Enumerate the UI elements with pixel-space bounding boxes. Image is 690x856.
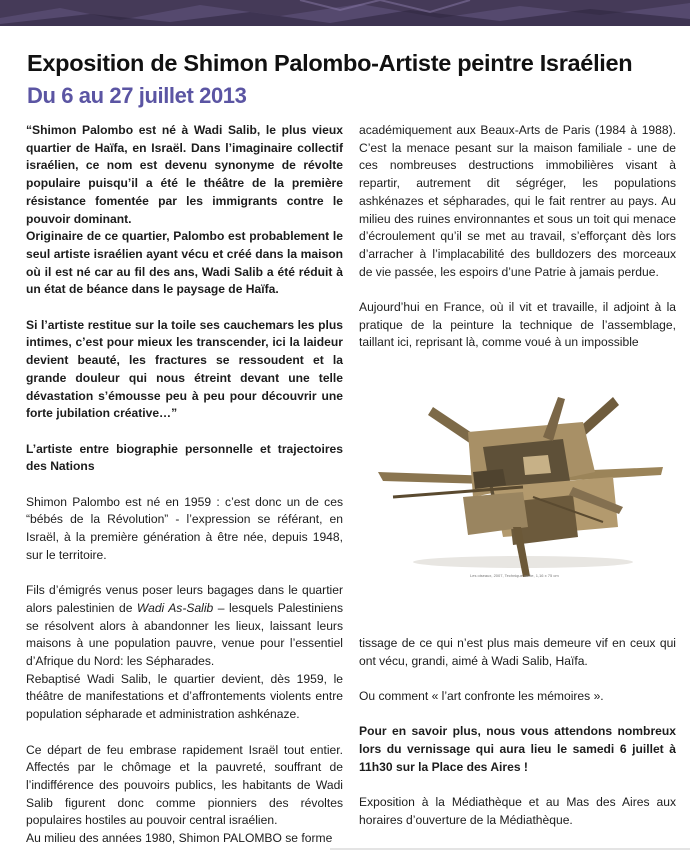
quote-paragraph-2: Originaire de ce quartier, Palombo est probablement le seul artiste israélien ayant vécu et créé dans la maison où il est né car au fil des ans, Wadi Salib a été réduit à un état de béance dans le paysage de Haïfa. [26, 229, 343, 297]
page-title: Exposition de Shimon Palombo-Artiste peintre Israélien [27, 50, 633, 76]
bio-paragraph-4: Ce départ de feu embrase rapidement Israël tout entier. Affectés par le chômage et la pauvreté, souffrant de l’indifférence des pouvoirs publics, les habitants de Wadi Salib figurent donc comme pionniers des révoltes populaires hostiles au pouvoir central israélien. [26, 742, 343, 828]
bio-paragraph-2 [26, 582, 343, 671]
banner-texture [0, 0, 690, 26]
bio-paragraph-3: Rebaptisé Wadi Salib, le quartier devient, dès 1959, le théâtre de manifestations et d’affrontements violents entre population sépharade et administration ashkénaze. [26, 671, 343, 722]
artwork-image [373, 377, 669, 587]
vernissage-invitation: Pour en savoir plus, nous vous attendons nombreux lors du vernissage qui aura lieu le samedi 6 juillet à 11h30 sur la Place des Aires ! [359, 724, 676, 774]
bio-paragraph-2-text-a: Fils d’émigrés venus poser leurs bagages dans le quartier alors palestinien de [26, 583, 343, 615]
left-column [26, 122, 343, 848]
bio-paragraph-1: Shimon Palombo est né en 1959 : c’est donc un de ces “bébés de la Révolution” - l’expression se référant, en Israël, à la première génération à être née, depuis 1948, sur le territoire. [26, 494, 343, 562]
quote-paragraph-3: Si l’artiste restitue sur la toile ses cauchemars les plus intimes, c’est pour mieux les transcender, ici la laideur devient beauté, les fractures se ressoudent et la grande douleur qui nous étreint devant une telle dévastation s’émousse peu à peu pour découvrir une forte jubilation créative…” [26, 317, 343, 421]
right-column [359, 122, 676, 370]
right-paragraph-3: tissage de ce qui n’est plus mais demeure vif en ceux qui ont vécu, grandi, aimé à Wadi Salib, Haïfa. [359, 636, 676, 668]
quote-paragraph-1: “Shimon Palombo est né à Wadi Salib, le plus vieux quartier de Haïfa, en Israël. Dans l’imaginaire collectif israélien, ce nom est devenu synonyme de révolte populaire puisqu’il a été le théâtre de la première résistance fomentée par les immigrants contre le pouvoir dominant. [26, 123, 343, 226]
exhibition-venue-info: Exposition à la Médiathèque et au Mas des Aires aux horaires d’ouverture de la Médiathèque. [359, 795, 676, 827]
assemblage-sculpture [373, 377, 669, 587]
section-heading: L’artiste entre biographie personnelle et trajectoires des Nations [26, 441, 343, 474]
right-paragraph-1: académiquement aux Beaux-Arts de Paris (1984 à 1988). C’est la menace pesant sur la maison familiale - une de ces nombreuses destructions immobilières visant à repartir, autrement dit ségréger, les populations ashkénazes et sépharades, qui le fait rentrer au pays. Au milieu des ruines environnantes et sous un toit qui menace d’écroulement qu’il se met au travail, s’efforçant dès lors d’arracher à l’implacabilité des bulldozers des morceaux de vie passée, les espoirs d’une Patrie à jamais perdue. [359, 123, 676, 279]
right-paragraph-2: Aujourd’hui en France, où il vit et travaille, il adjoint à la pratique de la peinture la technique de l’assemblage, taillant ici, reprisant là, comme voué à un impossible [359, 300, 676, 350]
header-banner [0, 0, 690, 26]
page-bottom-rule [330, 848, 690, 850]
bio-paragraph-5: Au milieu des années 1980, Shimon PALOMBO se forme [26, 831, 333, 846]
artwork-caption: Les oiseaux, 2007, Technique mixte, 1,16 x 75 cm [470, 573, 559, 578]
exhibition-dates: Du 6 au 27 juillet 2013 [27, 83, 247, 108]
right-column-continued [359, 635, 676, 847]
right-paragraph-4: Ou comment « l’art confronte les mémoires ». [359, 689, 604, 704]
wadi-as-salib-name: Wadi As-Salib [136, 600, 214, 615]
bio-paragraph-2-text-b: – lesquels Palestiniens se résolvent alors à abandonner les lieux, laissant leurs maisons à une population pauvre, venue pour l’essentiel d’Afrique du Nord: les Sépharades. [26, 600, 343, 669]
